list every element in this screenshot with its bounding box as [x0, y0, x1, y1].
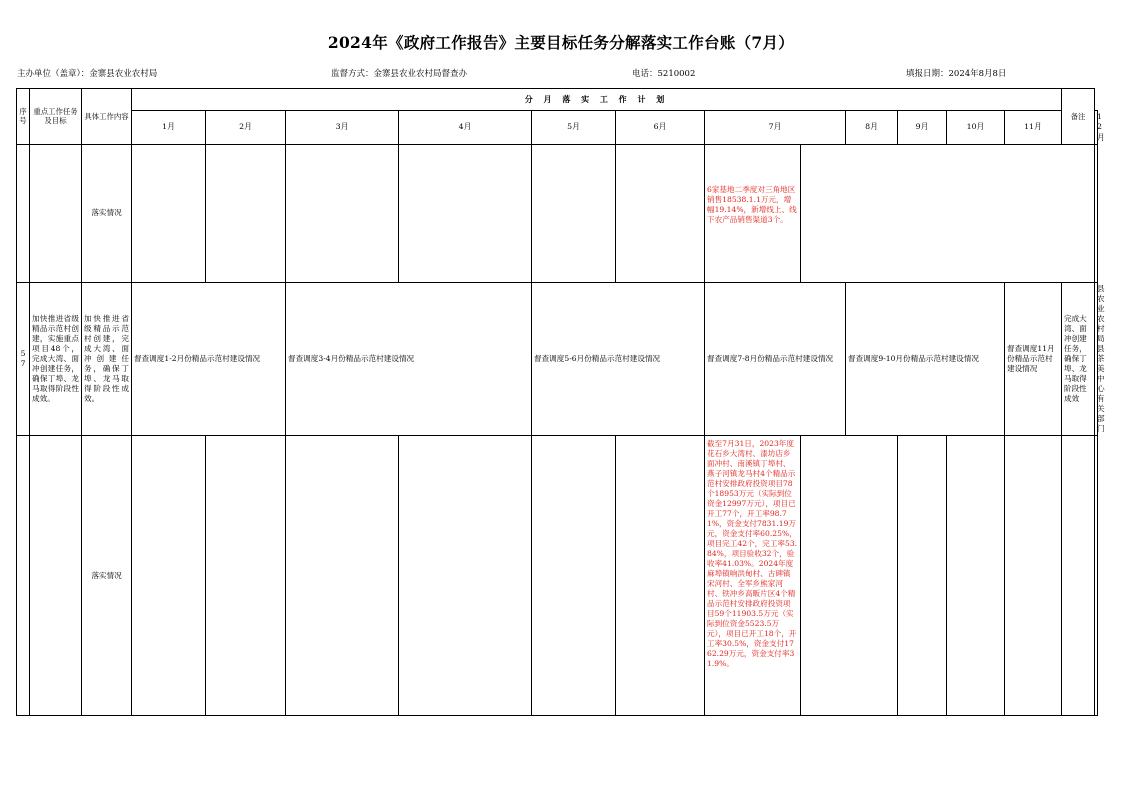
plan-may-jun-cell: 督查调度5-6月份精品示范村建设情况 — [532, 282, 705, 435]
month-header-aug: 8月 — [846, 111, 898, 145]
impl-mar-cell — [286, 436, 399, 716]
impl-sep-cell — [898, 436, 947, 716]
page-title: 2024年《政府工作报告》主要目标任务分解落实工作台账（7月） — [327, 33, 795, 52]
plan-dec-cell: 完成大湾、面冲创建任务，确保丁埠、龙马取得阶段性成效 — [1062, 282, 1095, 435]
seq-cell — [17, 436, 30, 716]
fill-date-info: 填报日期：2024年8月8日 — [906, 69, 1007, 79]
impl-nov-cell — [1005, 436, 1062, 716]
impl-apr-cell — [399, 436, 532, 716]
seq-header: 序号 — [17, 89, 30, 145]
impl-label: 落实情况 — [82, 144, 132, 282]
month-header-jan: 1月 — [132, 111, 206, 145]
impl-may-cell — [532, 144, 616, 282]
impl-aug-cell — [801, 436, 898, 716]
header-row-months — [17, 111, 1098, 145]
table-row-impl-b — [17, 436, 1098, 716]
key-task-header: 重点工作任务及目标 — [30, 89, 82, 145]
key-task-cell — [30, 144, 82, 282]
impl-jun-cell — [616, 436, 705, 716]
impl-dec-cell — [1062, 436, 1095, 716]
month-header-sep: 9月 — [898, 111, 947, 145]
supervision-info: 监督方式：金寨县农业农村局督查办 — [331, 69, 468, 79]
seq-cell: 57 — [17, 282, 30, 435]
table-row-impl-a — [17, 144, 1098, 282]
impl-aug-dec-cell — [801, 144, 1095, 282]
remarks-cell — [1095, 436, 1098, 716]
plan-mar-apr-cell: 督查调度3-4月份精品示范村建设情况 — [286, 282, 532, 435]
table-row-task-57 — [17, 282, 1098, 435]
month-header-nov: 11月 — [1005, 111, 1062, 145]
remarks-header: 备注 — [1062, 89, 1095, 145]
remarks-cell — [1095, 144, 1098, 282]
phone-info: 电话：5210002 — [632, 69, 696, 79]
impl-label: 落实情况 — [82, 436, 132, 716]
monthly-plan-header: 分 月 落 实 工 作 计 划 — [132, 89, 1062, 111]
impl-oct-cell — [947, 436, 1005, 716]
plan-nov-cell: 督查调度11月份精品示范村建设情况 — [1005, 282, 1062, 435]
month-header-mar: 3月 — [286, 111, 399, 145]
month-header-feb: 2月 — [206, 111, 286, 145]
header-row-1 — [17, 89, 1098, 111]
specific-content-header: 具体工作内容 — [82, 89, 132, 145]
impl-jun-cell — [616, 144, 705, 282]
impl-mar-cell — [286, 144, 399, 282]
month-header-jun: 6月 — [616, 111, 705, 145]
month-header-apr: 4月 — [399, 111, 532, 145]
key-task-cell — [30, 436, 82, 716]
impl-feb-cell — [206, 436, 286, 716]
month-header-may: 5月 — [532, 111, 616, 145]
plan-jul-aug-cell: 督查调度7-8月份精品示范村建设情况 — [705, 282, 846, 435]
impl-jul-cell: 截至7月31日，2023年度花石乡大湾村、漆坊店乡面冲村、南溪镇丁埠村、燕子河镇龙马村4个精品示范村安排政府投资项目78个18953万元（实际到位资金12997万元），项目已开工77个，开工率98.71%，资金支付7831.19万元，资金支付率60.25%，项目完工42个，完工率53.84%，项目验收32个，验收率41.03%。2024年度麻埠镇响洪甸村、古碑镇宋河村、全军乡熊家河村、铁冲乡高畈片区4个精品示范村安排政府投资项目59个11903.5万元（实际到位资金5523.5万元），项目已开工18个，开工率30.5%，资金支付1762.29万元，资金支付率31.9%。 — [705, 436, 801, 716]
impl-jan-cell — [132, 436, 206, 716]
month-header-dec: 12月 — [1095, 111, 1098, 145]
organizer-info: 主办单位（盖章）：金寨县农业农村局 — [17, 69, 158, 79]
task-ledger-table — [16, 88, 1105, 716]
key-task-cell: 加快推进省级精品示范村创建，实施重点项目48个，完成大湾、面冲创建任务，确保丁埠、龙马取得阶段性成效。 — [30, 282, 82, 435]
seq-cell — [17, 144, 30, 282]
specific-content-cell: 加快推进省级精品示范村创建，完成大湾、面冲创建任务，确保丁埠、龙马取得阶段性成效。 — [82, 282, 132, 435]
remarks-cell: 县农业农村局县茶美中心有关部门 — [1095, 282, 1098, 435]
impl-feb-cell — [206, 144, 286, 282]
impl-jan-cell — [132, 144, 206, 282]
plan-jan-feb-cell: 督查调度1-2月份精品示范村建设情况 — [132, 282, 286, 435]
impl-jul-cell: 6家基地二季度对三角地区销售18538.1.1万元，增幅19.14%，新增线上、线下农产品销售渠道3个。 — [705, 144, 801, 282]
impl-may-cell — [532, 436, 616, 716]
impl-apr-cell — [399, 144, 532, 282]
plan-sep-oct-cell: 督查调度9-10月份精品示范村建设情况 — [846, 282, 1005, 435]
month-header-jul: 7月 — [705, 111, 846, 145]
month-header-oct: 10月 — [947, 111, 1005, 145]
